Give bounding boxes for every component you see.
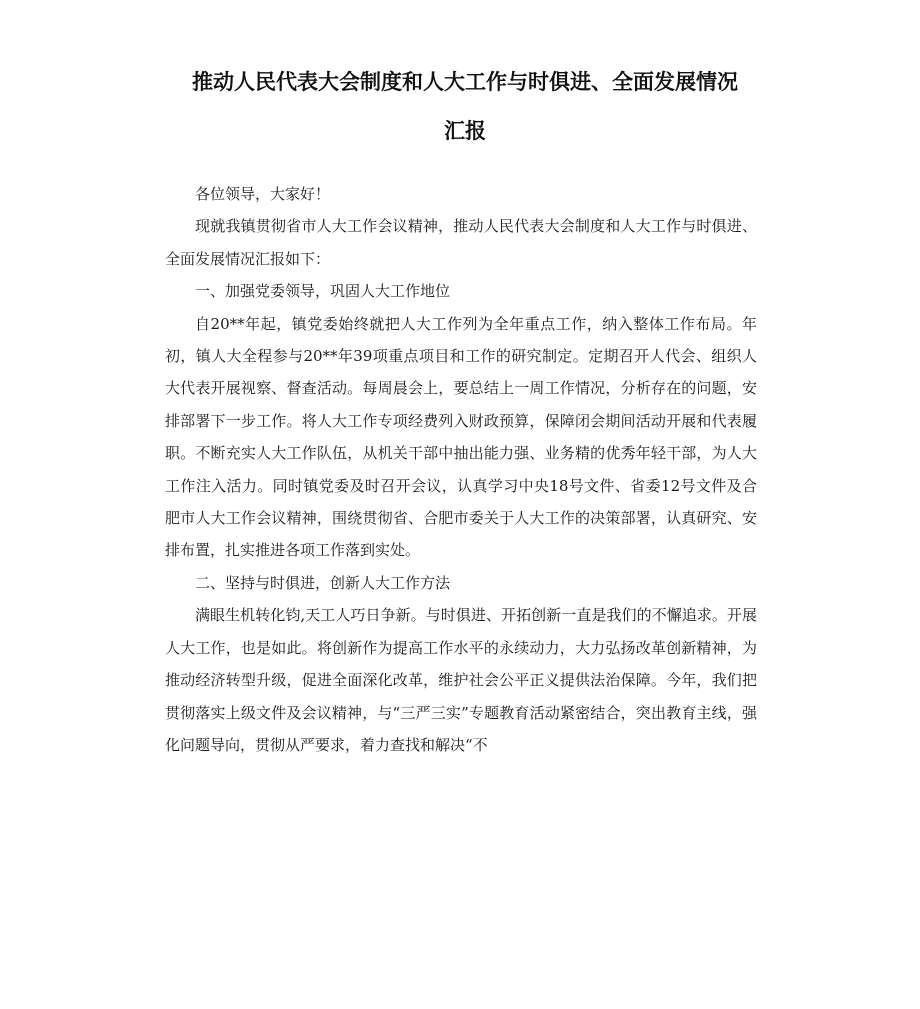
document-title-line-1: 推动人民代表大会制度和人大工作与时俱进、全面发展情况 xyxy=(192,70,738,94)
section-1-paragraph: 自20**年起，镇党委始终就把人大工作列为全年重点工作，纳入整体工作布局。年初，镇人大全程参与20**年39项重点项目和工作的研究制定。定期召开人代会、组织人大代表开展视察、督查活动。每周晨会上，要总结上一周工作情况，分析存在的问题，安排部署下一步工作。将人大工作专项经费列入财政预算，保障闭会期间活动开展和代表履职。不断充实人大工作队伍，从机关干部中抽出能力强、业务精的优秀年轻干部，为人大工作注入活力。同时镇党委及时召开会议，认真学习中央18号文件、省委12号文件及合肥市人大工作会议精神，围绕贯彻省、合肥市委关于人大工作的决策部署，认真研究、安排布置，扎实推进各项工作落到实处。 xyxy=(165,314,757,560)
document-title-line-2: 汇报 xyxy=(444,119,486,143)
section-2-paragraph: 满眼生机转化钧,天工人巧日争新。与时俱进、开拓创新一直是我们的不懈追求。开展人大工作，也是如此。将创新作为提高工作水平的永续动力，大力弘扬改革创新精神，为推动经济转型升级，促进全面深化改革，维护社会公平正义提供法治保障。今年，我们把贯彻落实上级文件及会议精神，与“三严三实”专题教育活动紧密结合，突出教育主线，强化问题导向，贯彻从严要求，着力查找和解决“不 xyxy=(165,606,757,754)
greeting-paragraph: 各位领导，大家好！ xyxy=(195,185,331,203)
section-heading-1: 一、加强党委领导，巩固人大工作地位 xyxy=(195,282,451,301)
document-body xyxy=(165,178,757,761)
intro-paragraph: 现就我镇贯彻省市人大工作会议精神，推动人民代表大会制度和人大工作与时俱进、全面发展情况汇报如下： xyxy=(165,217,757,268)
section-heading-2: 二、坚持与时俱进，创新人大工作方法 xyxy=(195,573,451,592)
